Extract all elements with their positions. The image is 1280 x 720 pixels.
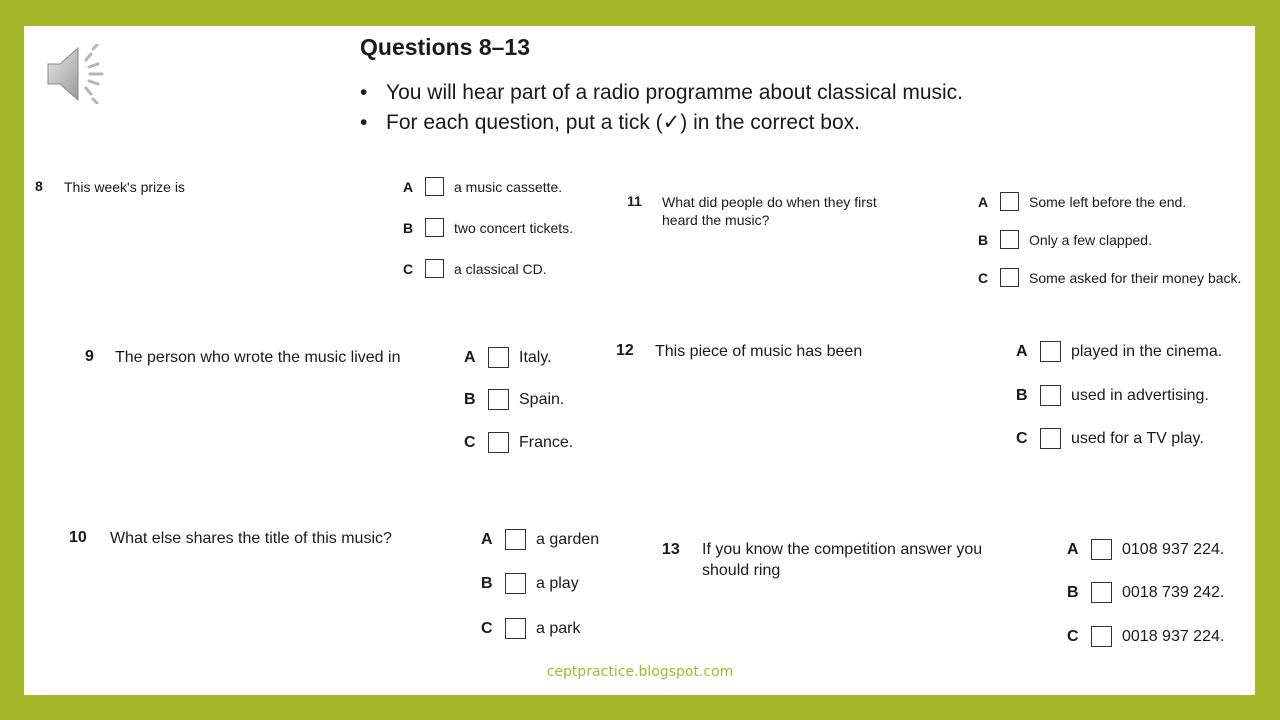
option-letter: B bbox=[481, 574, 493, 592]
checkbox[interactable] bbox=[1000, 192, 1019, 211]
checkbox[interactable] bbox=[1091, 582, 1112, 603]
question-number: 11 bbox=[627, 193, 642, 209]
option-8c[interactable] bbox=[403, 259, 547, 278]
option-text: a music cassette. bbox=[454, 178, 563, 195]
checkbox[interactable] bbox=[1040, 428, 1061, 449]
option-letter: B bbox=[978, 231, 989, 248]
option-text: a play bbox=[536, 574, 579, 592]
option-text: a garden bbox=[536, 530, 600, 548]
option-9c[interactable] bbox=[464, 432, 573, 453]
instruction-text: For each question, put a tick (✓) in the correct box. bbox=[386, 111, 860, 134]
question-text: What did people do when they first heard the music? bbox=[662, 194, 877, 229]
option-text: a classical CD. bbox=[454, 260, 547, 277]
option-letter: B bbox=[1016, 386, 1028, 404]
checkbox[interactable] bbox=[505, 618, 526, 639]
option-text: two concert tickets. bbox=[454, 219, 574, 236]
instruction-1 bbox=[360, 81, 963, 105]
option-letter: B bbox=[1067, 583, 1079, 601]
checkbox[interactable] bbox=[505, 573, 526, 594]
option-8a[interactable] bbox=[403, 177, 562, 196]
question-number: 9 bbox=[85, 348, 94, 365]
option-text: used for a TV play. bbox=[1071, 429, 1204, 447]
checkbox[interactable] bbox=[505, 529, 526, 550]
option-text: Some asked for their money back. bbox=[1029, 269, 1242, 286]
option-13c[interactable] bbox=[1067, 626, 1224, 647]
option-12c[interactable] bbox=[1016, 428, 1204, 449]
option-13a[interactable] bbox=[1067, 539, 1224, 560]
option-letter: A bbox=[978, 193, 989, 210]
question-number: 12 bbox=[616, 342, 634, 359]
checkbox[interactable] bbox=[1040, 341, 1061, 362]
option-text: Some left before the end. bbox=[1029, 193, 1187, 210]
checkbox[interactable] bbox=[488, 347, 509, 368]
instruction-text: You will hear part of a radio programme about classical music. bbox=[386, 81, 963, 104]
option-letter: A bbox=[1067, 540, 1079, 558]
option-letter: C bbox=[1067, 627, 1079, 645]
option-10c[interactable] bbox=[481, 618, 580, 639]
question-number: 8 bbox=[35, 178, 43, 194]
option-9a[interactable] bbox=[464, 347, 552, 368]
option-9b[interactable] bbox=[464, 389, 564, 410]
bullet-dot: • bbox=[360, 111, 368, 134]
option-8b[interactable] bbox=[403, 218, 573, 237]
option-letter: B bbox=[403, 219, 414, 236]
checkbox[interactable] bbox=[425, 259, 444, 278]
option-letter: C bbox=[403, 260, 414, 277]
checkbox[interactable] bbox=[425, 218, 444, 237]
option-letter: C bbox=[481, 619, 493, 637]
checkbox[interactable] bbox=[1040, 385, 1061, 406]
question-number: 10 bbox=[69, 529, 87, 546]
bullet-dot: • bbox=[360, 81, 368, 104]
option-letter: C bbox=[464, 433, 476, 451]
option-13b[interactable] bbox=[1067, 582, 1224, 603]
question-text: This week's prize is bbox=[64, 179, 185, 195]
question-number: 13 bbox=[662, 541, 680, 558]
option-text: Italy. bbox=[519, 348, 552, 366]
option-12b[interactable] bbox=[1016, 385, 1209, 406]
footer-source: ceptpractice.blogspot.com bbox=[546, 664, 734, 680]
option-11a[interactable] bbox=[978, 192, 1186, 211]
option-text: a park bbox=[536, 619, 581, 637]
checkbox[interactable] bbox=[425, 177, 444, 196]
checkbox[interactable] bbox=[1091, 626, 1112, 647]
checkbox[interactable] bbox=[1091, 539, 1112, 560]
page-title: Questions 8–13 bbox=[360, 34, 531, 60]
question-text: What else shares the title of this music? bbox=[110, 530, 392, 547]
option-12a[interactable] bbox=[1016, 341, 1222, 362]
option-text: Spain. bbox=[519, 390, 565, 408]
option-10b[interactable] bbox=[481, 573, 579, 594]
option-letter: A bbox=[403, 178, 414, 195]
checkbox[interactable] bbox=[1000, 268, 1019, 287]
option-text: played in the cinema. bbox=[1071, 342, 1223, 360]
option-letter: C bbox=[1016, 429, 1028, 447]
option-letter: A bbox=[1016, 342, 1028, 360]
question-text: If you know the competition answer you should ring bbox=[702, 541, 983, 579]
speaker-icon[interactable] bbox=[46, 44, 108, 104]
checkbox[interactable] bbox=[488, 432, 509, 453]
option-letter: C bbox=[978, 269, 989, 286]
option-11b[interactable] bbox=[978, 230, 1152, 249]
option-letter: B bbox=[464, 390, 476, 408]
option-10a[interactable] bbox=[481, 529, 599, 550]
option-text: 0018 937 224. bbox=[1122, 627, 1225, 645]
question-text: The person who wrote the music lived in bbox=[115, 349, 401, 366]
option-text: Only a few clapped. bbox=[1029, 231, 1152, 248]
option-text: 0018 739 242. bbox=[1122, 583, 1225, 601]
checkbox[interactable] bbox=[1000, 230, 1019, 249]
option-text: 0108 937 224. bbox=[1122, 540, 1225, 558]
question-text: This piece of music has been bbox=[655, 343, 863, 360]
checkbox[interactable] bbox=[488, 389, 509, 410]
instruction-2 bbox=[360, 110, 860, 135]
option-letter: A bbox=[464, 348, 476, 366]
option-text: France. bbox=[519, 433, 574, 451]
option-letter: A bbox=[481, 530, 493, 548]
option-text: used in advertising. bbox=[1071, 386, 1209, 404]
option-11c[interactable] bbox=[978, 268, 1241, 287]
